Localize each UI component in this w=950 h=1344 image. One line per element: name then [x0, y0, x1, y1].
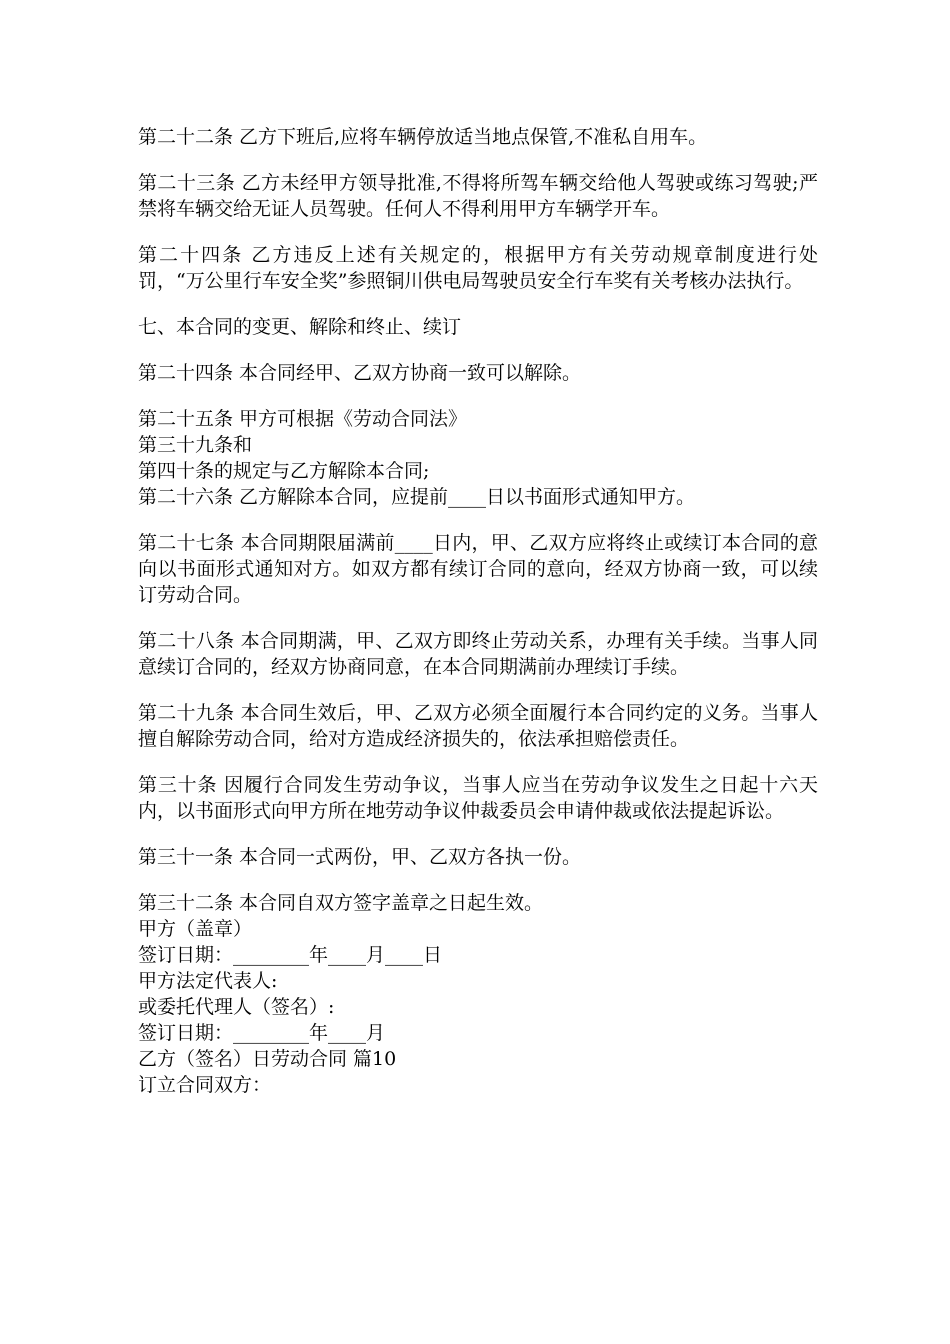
sign-date-a: 签订日期：________年____月____日 [138, 944, 443, 966]
party-a-seal: 甲方（盖章） [138, 918, 253, 940]
article-24-penalty: 第二十四条 乙方违反上述有关规定的，根据甲方有关劳动规章制度进行处罚，“万公里行车安全奖”参照铜川供电局驾驶员安全行车奖有关考核办法执行。 [138, 244, 818, 292]
article-25-line-3: 第四十条的规定与乙方解除本合同; [138, 460, 430, 482]
article-24-termination: 第二十四条 本合同经甲、乙双方协商一致可以解除。 [138, 362, 582, 384]
article-30: 第三十条 因履行合同发生劳动争议，当事人应当在劳动争议发生之日起十六天内，以书面形式向甲方所在地劳动争议仲裁委员会申请仲裁或依法提起诉讼。 [138, 774, 818, 822]
article-22: 第二十二条 乙方下班后,应将车辆停放适当地点保管,不准私自用车。 [138, 126, 708, 148]
article-28: 第二十八条 本合同期满，甲、乙双方即终止劳动关系，办理有关手续。当事人同意续订合同的，经双方协商同意，在本合同期满前办理续订手续。 [138, 630, 818, 678]
article-27: 第二十七条 本合同期限届满前____日内，甲、乙双方应将终止或续订本合同的意向以书面形式通知对方。如双方都有续订合同的意向，经双方协商一致，可以续订劳动合同。 [138, 532, 818, 606]
article-31: 第三十一条 本合同一式两份，甲、乙双方各执一份。 [138, 846, 582, 868]
authorized-agent: 或委托代理人（签名）: [138, 996, 335, 1018]
party-a-legal-rep: 甲方法定代表人: [138, 970, 278, 992]
contract-parties: 订立合同双方： [138, 1074, 272, 1096]
article-26: 第二十六条 乙方解除本合同，应提前____日以书面形式通知甲方。 [138, 486, 696, 508]
document-body [138, 124, 818, 1098]
section-7-heading: 七、本合同的变更、解除和终止、续订 [138, 316, 462, 338]
sign-date-b: 签订日期：________年____月 [138, 1022, 386, 1044]
party-b-signature: 乙方（签名）日劳动合同 篇10 [138, 1048, 397, 1070]
article-25-line-1: 第二十五条 甲方可根据《劳动合同法》 [138, 408, 468, 430]
article-23: 第二十三条 乙方未经甲方领导批准,不得将所驾车辆交给他人驾驶或练习驾驶;严禁将车辆交给无证人员驾驶。任何人不得利用甲方车辆学开车。 [138, 172, 818, 220]
article-32: 第三十二条 本合同自双方签字盖章之日起生效。 [138, 892, 544, 914]
article-25-line-2: 第三十九条和 [138, 434, 253, 456]
article-29: 第二十九条 本合同生效后，甲、乙双方必须全面履行本合同约定的义务。当事人擅自解除劳动合同，给对方造成经济损失的，依法承担赔偿责任。 [138, 702, 818, 750]
